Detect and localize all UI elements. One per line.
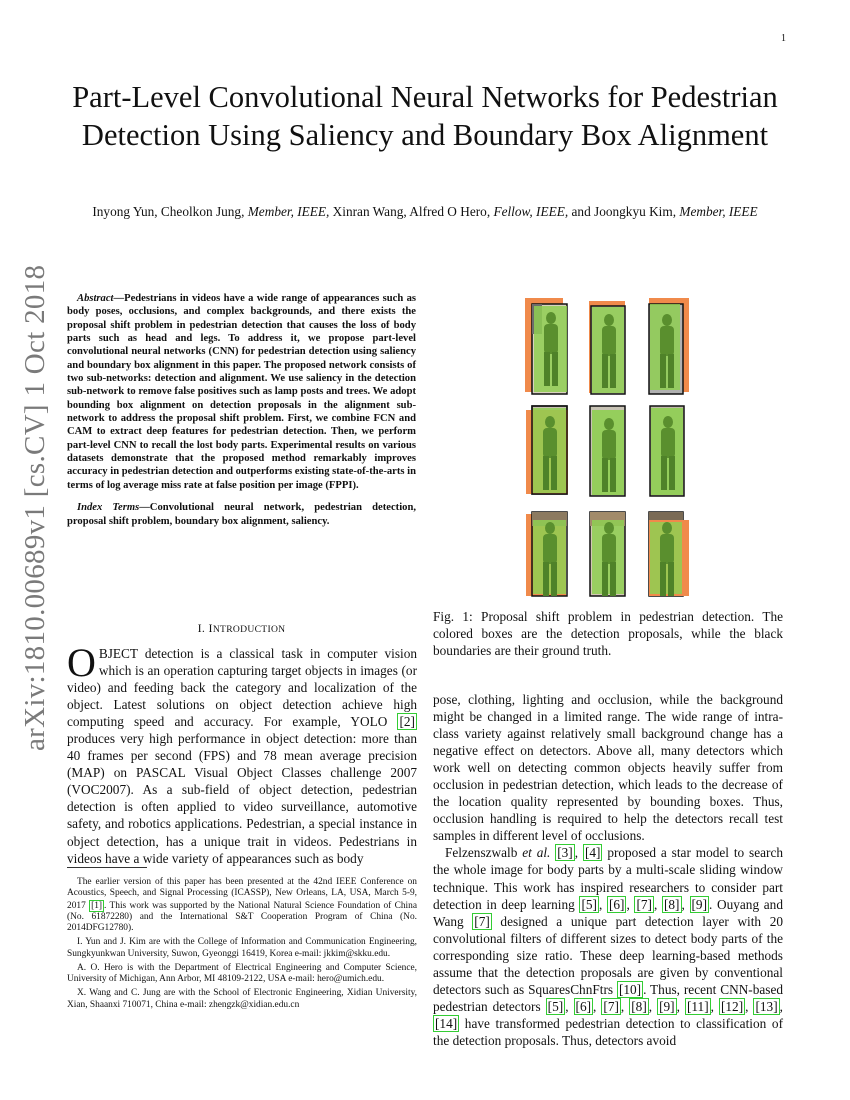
author-role-3: Member, IEEE bbox=[679, 204, 758, 219]
index-terms-text: —Convolutional neural network, pedestrian detection, proposal shift problem, boundary box alignment, saliency. bbox=[67, 502, 416, 527]
figure-thumb-2-2 bbox=[590, 406, 625, 496]
footnote-4: X. Wang and C. Jung are with the School of Electronic Engineering, Xidian University, Xian, Shaanxi 710071, China e-mail: zhengzk@xidian.edu.cn bbox=[67, 988, 417, 1010]
author-list bbox=[70, 203, 780, 221]
authors-part-1: Inyong Yun, Cheolkon Jung, bbox=[92, 204, 245, 219]
text: . Thus, recent CNN-based pedestrian detectors bbox=[433, 981, 783, 1014]
figure-thumb-2-1 bbox=[526, 406, 568, 494]
citation-link[interactable]: [6] bbox=[575, 998, 592, 1014]
citation-link[interactable]: [14] bbox=[435, 1015, 458, 1031]
citation-link[interactable]: [8] bbox=[663, 896, 680, 912]
intro-text-b: produces very high performance in object detection: more than 40 frames per second (FPS) and 78 mean average precision (MAP) on PASCAL Visual Object Classes challenge 2007 (VOC2007). As a sub-field of object detection, pedestrian detection is often applied to video surveillance, automotive safety, and robotics applications. Pedestrian, a special instance in object detection, has a unique trait in videos. Pedestrians in videos have a wide variety of appearances such as body bbox=[67, 731, 417, 866]
text: proposed a star model to search the whole image for body parts by a multi-scale sliding window technique. This work has inspired researchers to consider part detection in deep learning bbox=[433, 845, 783, 912]
citation-link[interactable]: [4] bbox=[584, 845, 601, 861]
footnote-1-text-a: The earlier version of this paper has been presented at the 42nd IEEE Conference on Acoustics, Speech, and Signal Processing (ICASSP), New Orleans, LA, USA, March 5-9, 2017 bbox=[67, 877, 417, 911]
footnote-2: I. Yun and J. Kim are with the College of Information and Communication Engineering, Sungkyunkwan University, Suwon, Gyeonggi 16419, Korea e-mail: jkkim@skku.edu. bbox=[67, 937, 417, 959]
citation-link[interactable]: [6] bbox=[608, 896, 625, 912]
citation-link[interactable]: [11] bbox=[686, 998, 709, 1014]
section-numeral: I. bbox=[197, 621, 206, 635]
citation-link[interactable]: [7] bbox=[636, 896, 652, 912]
figure-thumb-3-1 bbox=[526, 512, 567, 596]
figure-thumb-2-3 bbox=[650, 406, 684, 496]
footnote-1 bbox=[67, 877, 417, 934]
citation-link[interactable]: [1] bbox=[91, 900, 103, 911]
section-title-rest: NTRODUCTION bbox=[212, 624, 286, 635]
right-paragraph-1: pose, clothing, lighting and occlusion, while the background might be changed in a limited range. The wide range of intra-class variety against relatively small background change has a negative effect on detectors. Above all, many detectors which work well on detecting common objects heavily suffer from occlusion in pedestrian detection, which leads to the decrease of the location quality represented by bounding boxes. Thus, occlusion handling is required to help the detectors recall test samples in different level of occlusions. bbox=[433, 692, 783, 844]
author-role-1: Member, IEEE, bbox=[247, 204, 330, 219]
arxiv-watermark[interactable]: arXiv:1810.00689v1 [cs.CV] 1 Oct 2018 bbox=[19, 264, 51, 751]
citation-link[interactable]: [7] bbox=[603, 998, 619, 1014]
section-title-initial: I bbox=[208, 621, 213, 635]
abstract-text: —Pedestrians in videos have a wide range of appearances such as body poses, occlusions, and complex backgrounds, and there exists the proposal shift problem in pedestrian detection that causes the loss of body parts such as head and legs. To address it, we propose part-level convolutional neural networks (CNN) for pedestrian detection using saliency and boundary box alignment in this paper. The proposed network consists of two sub-networks: detection and alignment. We use saliency in the detection sub-network to remove false positives such as lamp posts and trees. We adopt bounding box alignment on detection proposals in the alignment sub-network to address the proposal shift problem. First, we combine FCN and CAM to extract deep features for pedestrian detection. Then, we perform part-level CNN to recall the lost body parts. Experimental results on various datasets demonstrate that the proposed method remarkably improves accuracy in pedestrian detection and outperforms existing state-of-the-arts in terms of log average miss rate at false position per image (FPPI). bbox=[67, 293, 416, 491]
figure-thumb-1-1 bbox=[525, 298, 567, 394]
citation-link[interactable]: [12] bbox=[720, 998, 744, 1014]
intro-paragraph bbox=[67, 640, 417, 867]
drop-cap: O bbox=[67, 640, 96, 685]
citation-link[interactable]: [10] bbox=[618, 981, 642, 997]
footnote-3: A. O. Hero is with the Department of Electrical Engineering and Computer Science, University of Michigan, Ann Arbor, MI 48109-2122, USA e-mail: hero@umich.edu. bbox=[67, 962, 417, 984]
paper-title: Part-Level Convolutional Neural Networks for Pedestrian Detection Using Saliency and Boundary Box Alignment bbox=[72, 80, 778, 152]
page-number: 1 bbox=[781, 33, 786, 44]
footnote-rule bbox=[67, 867, 147, 868]
footnote-1-text-b: . This work was supported by the National Natural Science Foundation of China (No. 61872280) and the International S&T Cooperation Program of China (No. 2014DFG12780). bbox=[67, 900, 418, 933]
authors-part-3: and Joongkyu Kim, bbox=[571, 204, 677, 219]
figure-thumb-3-2 bbox=[590, 512, 625, 596]
text: Felzenszwalb bbox=[445, 845, 523, 861]
right-column-text bbox=[433, 691, 783, 1049]
author-role-2: Fellow, IEEE, bbox=[493, 204, 569, 219]
authors-part-2: Xinran Wang, Alfred O Hero, bbox=[332, 204, 491, 219]
abstract bbox=[67, 292, 416, 528]
citation-link[interactable]: [7] bbox=[474, 913, 490, 929]
figure-1-caption: Fig. 1: Proposal shift problem in pedestrian detection. The colored boxes are the detection proposals, while the black boundaries are their ground truth. bbox=[433, 609, 783, 659]
intro-text-a: BJECT detection is a classical task in computer vision which is an operation capturing target objects in images (or video) and feeding back the category and localization of the object. Latest solutions on object detection achieve high computing speed and accuracy. For example, YOLO bbox=[67, 646, 417, 730]
citation-link[interactable]: [5] bbox=[581, 896, 597, 912]
citation-link[interactable]: [3] bbox=[557, 845, 573, 861]
citation-link[interactable]: [2] bbox=[399, 714, 415, 730]
figure-thumb-1-3 bbox=[649, 298, 689, 394]
abstract-label: Abstract bbox=[77, 293, 114, 304]
index-terms-label: Index Terms bbox=[77, 502, 140, 514]
citation-link[interactable]: [9] bbox=[659, 998, 675, 1014]
figure-1-image-grid bbox=[522, 298, 692, 598]
citation-link[interactable]: [8] bbox=[631, 998, 647, 1014]
text-italic: et al. bbox=[522, 845, 551, 861]
figure-thumb-1-2 bbox=[589, 301, 625, 394]
text: . Ouyang and Wang bbox=[433, 896, 783, 929]
citation-link[interactable]: [13] bbox=[755, 998, 778, 1014]
citation-link[interactable]: [5] bbox=[547, 998, 564, 1014]
right-paragraph-2: Felzenszwalb et al. [3] , [4] proposed a star model to search the whole image for body parts by a multi-scale sliding window technique. This work has inspired researchers to consider part detection in deep learning [5] , [6] , [7] , [8] , [9] . Ouyang and Wang [7] designed a unique part detection layer with 20 convolutional filters of different sizes to detect body parts of the corresponding size ratio. These deep learning-based methods assume that the detection proposals are given by conventional detectors such as SquaresChnFtrs [10] . Thus, recent CNN-based pedestrian detectors [5] , [6] , [7] , [8] , [9] , [11] , [12] , [13] , [14] have transformed pedestrian detection to classification of the detection proposals. Thus, detectors avoid bbox=[433, 845, 783, 1048]
figure-thumb-3-3 bbox=[649, 512, 689, 596]
text: designed a unique part detection layer with 20 convolutional filters of different sizes to detect body parts of the corresponding size ratio. These deep learning-based methods assume that the detection proposals are given by conventional detectors such as SquaresChnFtrs bbox=[433, 913, 783, 997]
citation-link[interactable]: [9] bbox=[691, 896, 708, 912]
text: have transformed pedestrian detection to classification of the detection proposals. Thus, detectors avoid bbox=[433, 1015, 783, 1048]
footnotes bbox=[67, 877, 417, 1014]
section-heading-introduction bbox=[67, 621, 416, 636]
